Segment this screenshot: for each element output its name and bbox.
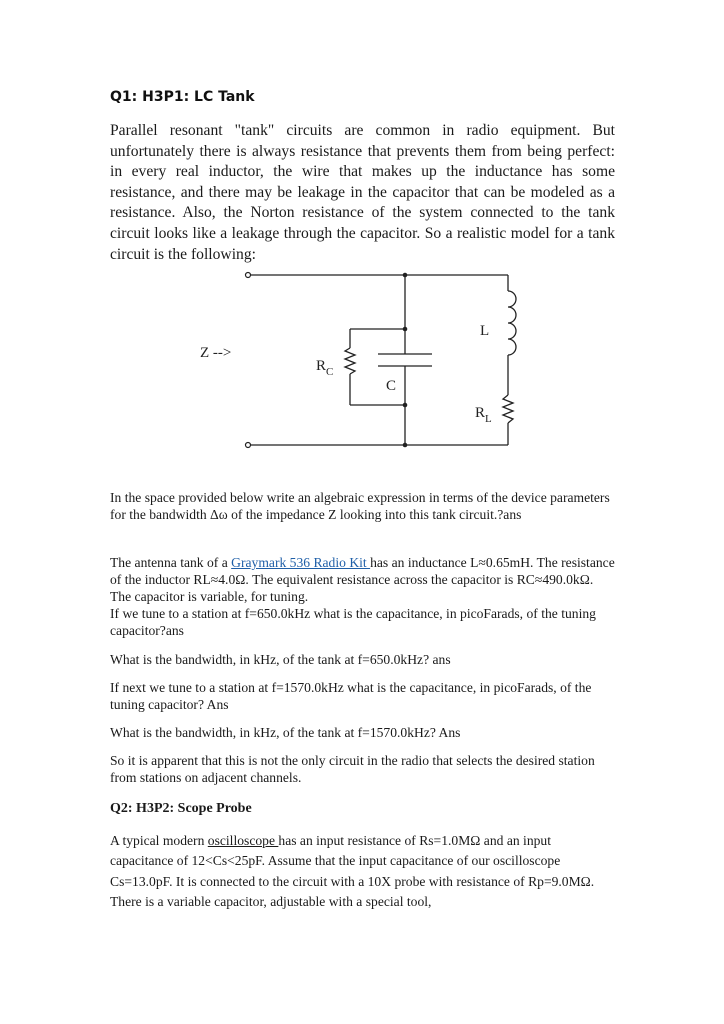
junction-dot xyxy=(403,327,408,332)
svg-text:RC xyxy=(316,358,333,378)
z-arrow-label: Z --> xyxy=(200,345,232,361)
rc-resistor xyxy=(345,348,355,374)
conclusion-paragraph: So it is apparent that this is not the only circuit in the radio that selects the desired station from stations on adjacent channels. xyxy=(110,753,595,786)
q2-title: Q2: H3P2: Scope Probe xyxy=(110,801,252,816)
rl-resistor xyxy=(503,395,513,423)
lc-tank-circuit-diagram xyxy=(190,265,530,455)
q1-title: Q1: H3P1: LC Tank xyxy=(110,89,255,105)
graymark-radio-kit-link[interactable]: Graymark 536 Radio Kit xyxy=(231,555,371,570)
junction-dot xyxy=(403,403,408,408)
q2-text-post: has an input resistance of Rs=1.0MΩ and an input capacitance of 12<Cs<25pF. Assume that the input capacitance of our oscilloscope Cs=13.0pF. It is connected to the circuit with a 10X probe with resistance of Rp=9.0MΩ. There is a variable capacitor, adjustable with a special tool, xyxy=(110,833,595,910)
bandwidth-650-question: What is the bandwidth, in kHz, of the tank at f=650.0kHz? ans xyxy=(110,652,451,667)
oscilloscope-link[interactable]: oscilloscope xyxy=(207,833,279,848)
terminal-top xyxy=(246,273,251,278)
tune-650-question: If we tune to a station at f=650.0kHz what is the capacitance, in picoFarads, of the tuning capacitor?ans xyxy=(110,606,596,639)
q2-text-pre: A typical modern xyxy=(110,833,208,848)
capacitor-label: C xyxy=(386,378,397,394)
inductor-coil xyxy=(508,291,516,355)
junction-dot xyxy=(403,273,408,278)
terminal-bottom xyxy=(246,443,251,448)
q1-intro-paragraph: Parallel resonant "tank" circuits are common in radio equipment. But unfortunately there is always resistance that prevents them from being perfect: in every real inductor, the wire that makes up the inductance has some resistance, and there may be leakage in the capacitor that can be modeled as a resistance. Also, the Norton resistance of the system connected to the tank circuit looks like a leakage through the capacitor. So a realistic model for a tank circuit is the following: xyxy=(110,122,615,263)
bandwidth-1570-question: What is the bandwidth, in kHz, of the tank at f=1570.0kHz? Ans xyxy=(110,725,461,740)
inductor-label: L xyxy=(480,323,490,339)
rl-label-sub: L xyxy=(485,413,492,425)
svg-text:RL xyxy=(475,405,492,425)
tune-1570-question: If next we tune to a station at f=1570.0kHz what is the capacitance, in picoFarads, of the tuning capacitor? Ans xyxy=(110,680,592,713)
rl-label-main: R xyxy=(475,405,486,421)
junction-dot xyxy=(403,443,408,448)
antenna-tank-paragraph xyxy=(110,554,615,606)
rc-label-main: R xyxy=(316,358,327,374)
antenna-text-post: has an inductance L≈0.65mH. The resistance of the inductor RL≈4.0Ω. The equivalent resistance across the capacitor is RC≈490.0kΩ. The capacitor is variable, for tuning. xyxy=(110,555,615,605)
bandwidth-question: In the space provided below write an algebraic expression in terms of the device parameters for the bandwidth Δω of the impedance Z looking into this tank circuit.?ans xyxy=(110,490,610,523)
q2-paragraph xyxy=(110,831,615,913)
rc-label-sub: C xyxy=(326,366,334,378)
antenna-text-pre: The antenna tank of a xyxy=(110,555,232,570)
